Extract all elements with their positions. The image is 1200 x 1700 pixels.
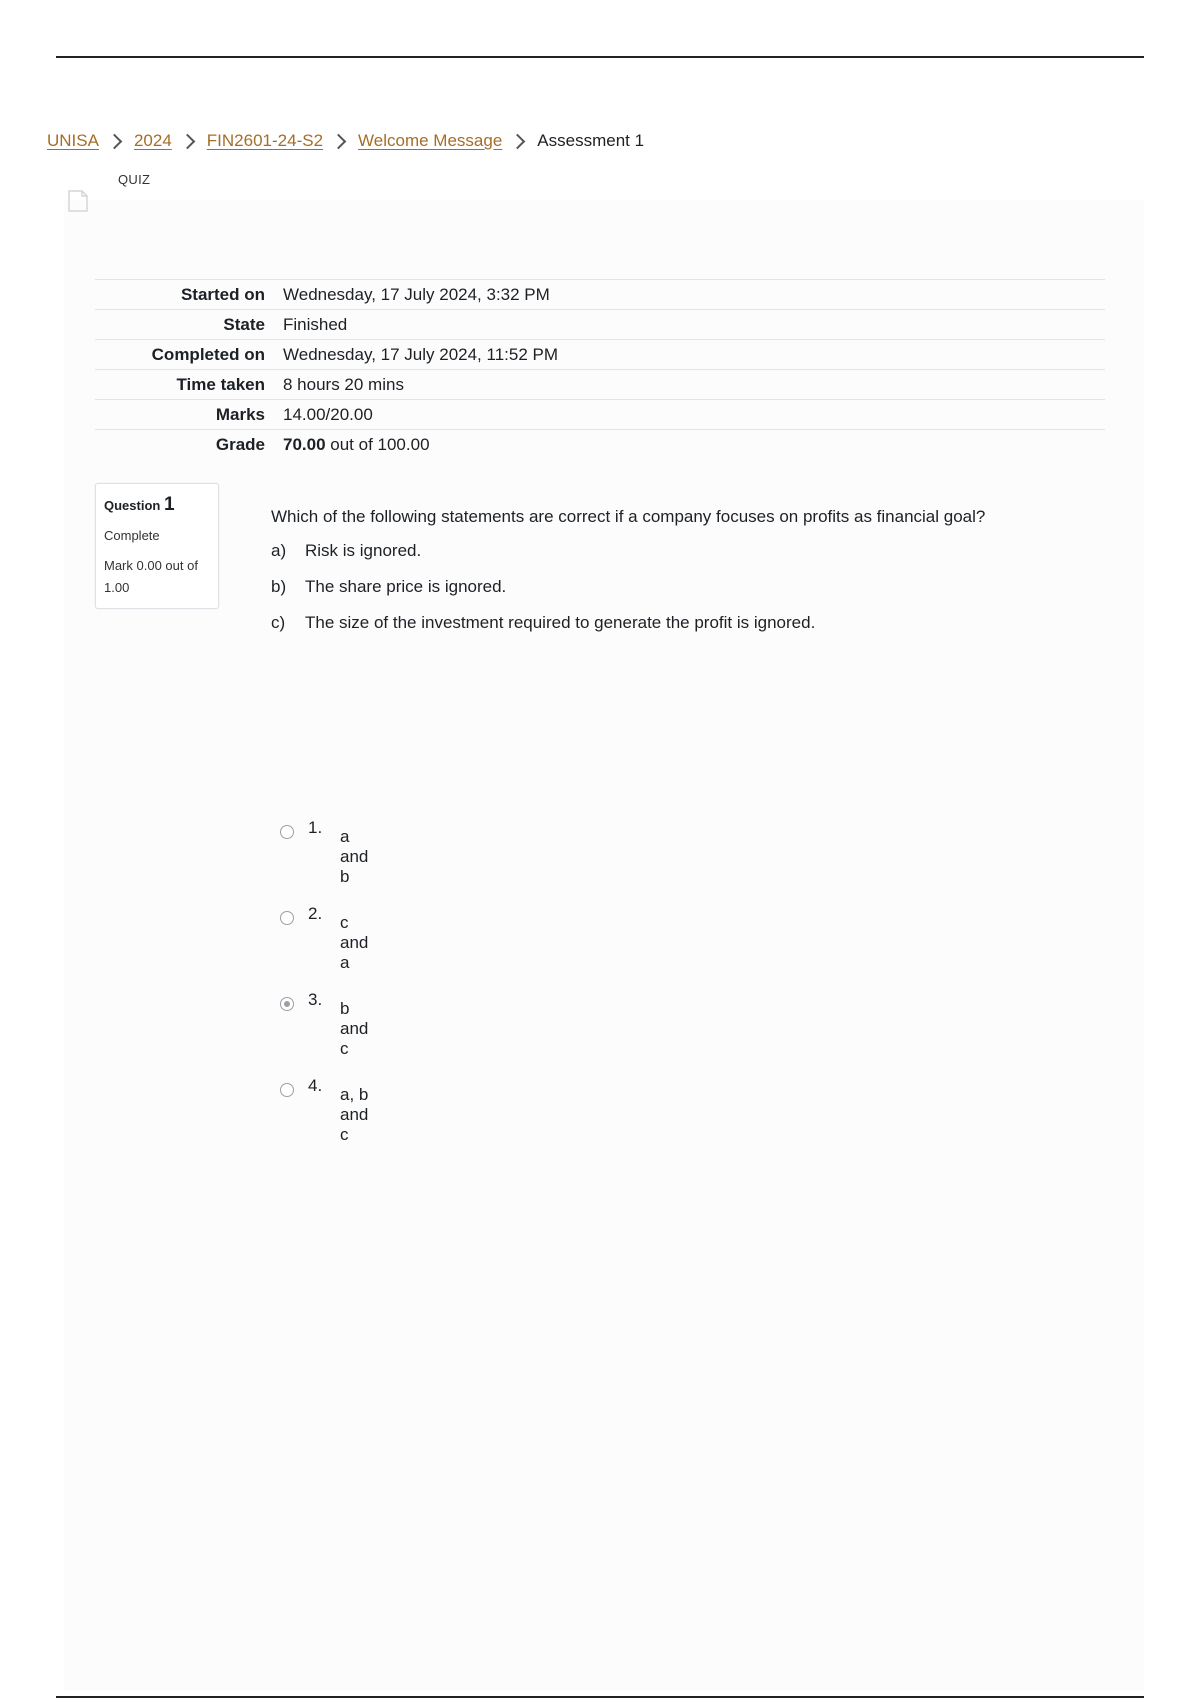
statement-letter: a) [271, 541, 287, 560]
breadcrumb-link-course[interactable]: FIN2601-24-S2 [206, 131, 324, 150]
answer-number: 1. [308, 818, 323, 837]
statement-text: The share price is ignored. [305, 577, 507, 596]
statement-item [271, 577, 1111, 599]
summary-value: Finished [283, 314, 348, 334]
radio-button[interactable] [280, 825, 294, 839]
answer-text: a and b [340, 827, 369, 886]
summary-row-grade [95, 430, 1105, 460]
quiz-document-icon [68, 190, 88, 212]
summary-label: State [223, 314, 265, 334]
radio-button[interactable] [280, 911, 294, 925]
summary-value: Wednesday, 17 July 2024, 3:32 PM [283, 284, 550, 304]
radio-button-selected[interactable] [280, 997, 294, 1011]
answer-text: c and a [340, 913, 369, 972]
summary-value [283, 430, 1105, 460]
chevron-right-icon [107, 133, 123, 149]
summary-row-started-on [95, 280, 1105, 310]
statement-letter: b) [271, 577, 287, 596]
statement-text: The size of the investment required to generate the profit is ignored. [305, 613, 816, 632]
summary-label: Started on [180, 284, 265, 304]
summary-row-completed-on [95, 340, 1105, 370]
grade-value: 70.00 [283, 434, 326, 454]
summary-label: Grade [215, 434, 265, 454]
breadcrumb [47, 130, 644, 152]
summary-row-time-taken [95, 370, 1105, 400]
summary-label: Completed on [151, 344, 265, 364]
answer-number: 4. [308, 1076, 323, 1095]
summary-label: Marks [215, 404, 265, 424]
bottom-rule [56, 1696, 1144, 1698]
answer-text: a, b and c [340, 1085, 369, 1144]
attempt-summary-table [95, 279, 1105, 460]
question-info-box [95, 483, 219, 609]
statement-item [271, 541, 1111, 563]
statement-letter: c) [271, 613, 286, 632]
statement-item [271, 613, 1111, 635]
question-mark: Mark 0.00 out of 1.00 [104, 558, 198, 595]
chevron-right-icon [331, 133, 347, 149]
breadcrumb-link-2024[interactable]: 2024 [133, 131, 172, 150]
question-number-value: 1 [163, 494, 175, 515]
summary-label: Time taken [176, 374, 265, 394]
question-label: Question [104, 498, 161, 513]
statement-text: Risk is ignored. [305, 541, 422, 560]
summary-value: Wednesday, 17 July 2024, 11:52 PM [283, 344, 559, 364]
chevron-right-icon [510, 133, 526, 149]
grade-out-of: out of 100.00 [325, 434, 430, 454]
question-number [104, 494, 210, 516]
top-rule [56, 56, 1144, 58]
answer-number: 2. [308, 904, 323, 923]
question-stem: Which of the following statements are correct if a company focuses on profits as financial goal? [271, 507, 986, 526]
breadcrumb-link-welcome-message[interactable]: Welcome Message [358, 131, 503, 150]
activity-type-label: QUIZ [118, 172, 151, 187]
summary-value: 14.00/20.00 [283, 404, 373, 424]
radio-button[interactable] [280, 1083, 294, 1097]
breadcrumb-link-unisa[interactable]: UNISA [47, 131, 99, 150]
question-text [271, 507, 1111, 649]
breadcrumb-current: Assessment 1 [537, 131, 645, 150]
summary-row-marks [95, 400, 1105, 430]
answer-number: 3. [308, 990, 323, 1009]
chevron-right-icon [180, 133, 196, 149]
summary-value: 8 hours 20 mins [283, 374, 404, 394]
answer-text: b and c [340, 999, 369, 1058]
question-state: Complete [104, 528, 160, 543]
summary-row-state [95, 310, 1105, 340]
